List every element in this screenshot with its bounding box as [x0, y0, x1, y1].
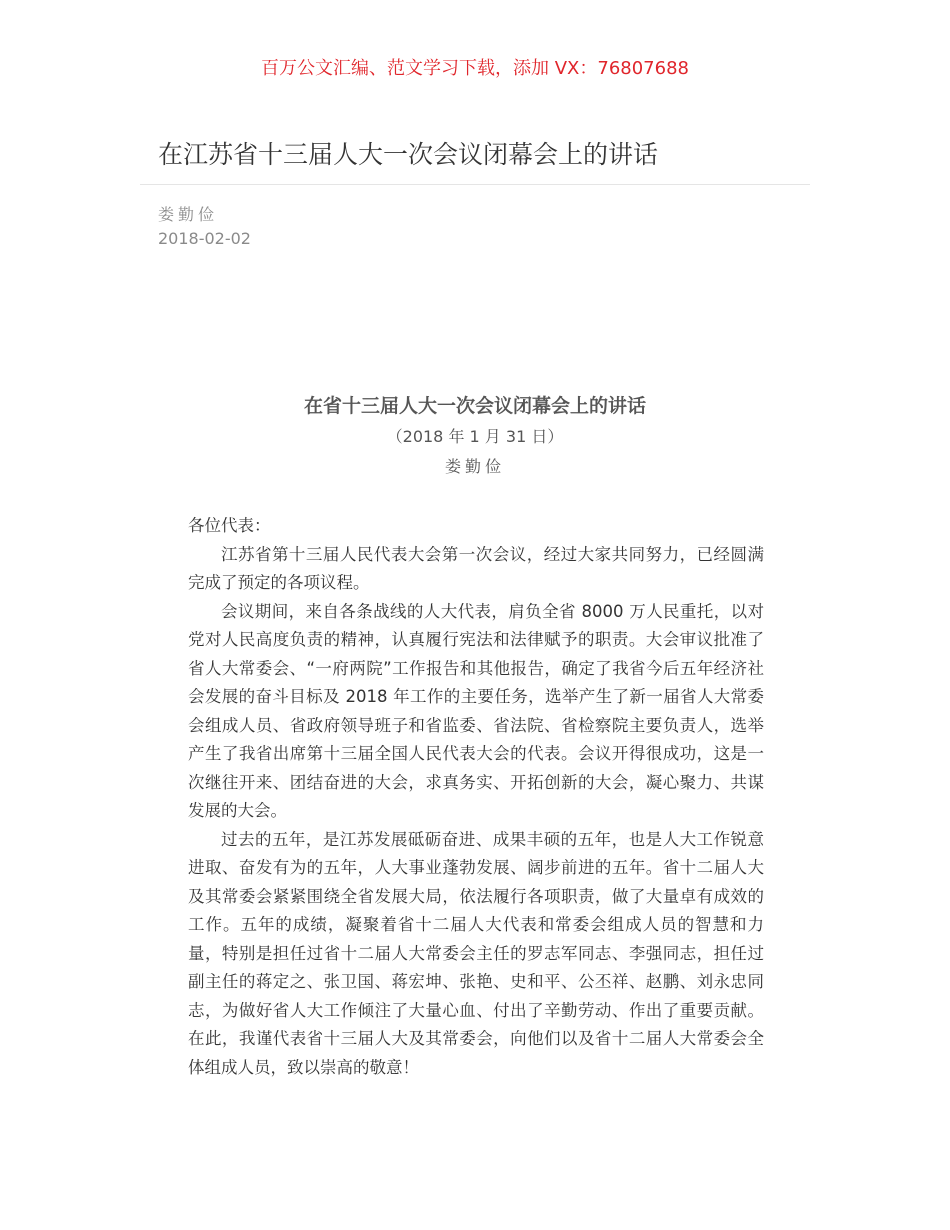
article-date: 2018-02-02	[158, 229, 251, 248]
speech-date: （2018 年 1 月 31 日）	[386, 427, 564, 446]
speech-body	[188, 512, 764, 1082]
speech-author: 娄勤俭	[444, 457, 505, 476]
title-divider	[140, 184, 810, 185]
article-title: 在江苏省十三届人大一次会议闭幕会上的讲话	[158, 140, 659, 169]
body-paragraph: 会议期间，来自各条战线的人大代表，肩负全省 8000 万人民重托，以对党对人民高度负责的精神，认真履行宪法和法律赋予的职责。大会审议批准了省人大常委会、“一府两院”工作报告和其他报告，确定了我省今后五年经济社会发展的奋斗目标及 2018 年工作的主要任务，选举产生了新一届省人大常委会组成人员、省政府领导班子和省监委、省法院、省检察院主要负责人，选举产生了我省出席第十三届全国人民代表大会的代表。会议开得很成功，这是一次继往开来、团结奋进的大会，求真务实、开拓创新的大会，凝心聚力、共谋发展的大会。	[188, 601, 764, 820]
body-paragraph: 过去的五年，是江苏发展砥砺奋进、成果丰硕的五年，也是人大工作锐意进取、奋发有为的五年，人大事业蓬勃发展、阔步前进的五年。省十二届人大及其常委会紧紧围绕全省发展大局，依法履行各项职责，做了大量卓有成效的工作。五年的成绩，凝聚着省十二届人大代表和常委会组成人员的智慧和力量，特别是担任过省十二届人大常委会主任的罗志军同志、李强同志，担任过副主任的蒋定之、张卫国、蒋宏坤、张艳、史和平、公丕祥、赵鹏、刘永忠同志，为做好省人大工作倾注了大量心血、付出了辛勤劳动、作出了重要贡献。在此，我谨代表省十三届人大及其常委会，向他们以及省十二届人大常委会全体组成人员，致以崇高的敬意！	[188, 829, 764, 1077]
salutation: 各位代表：	[188, 516, 271, 535]
speech-title: 在省十三届人大一次会议闭幕会上的讲话	[303, 395, 646, 417]
article-author: 娄勤俭	[158, 205, 219, 224]
download-banner: 百万公文汇编、范文学习下载，添加 VX：76807688	[261, 58, 689, 79]
body-paragraph: 江苏省第十三届人民代表大会第一次会议，经过大家共同努力，已经圆满完成了预定的各项议程。	[188, 544, 764, 592]
